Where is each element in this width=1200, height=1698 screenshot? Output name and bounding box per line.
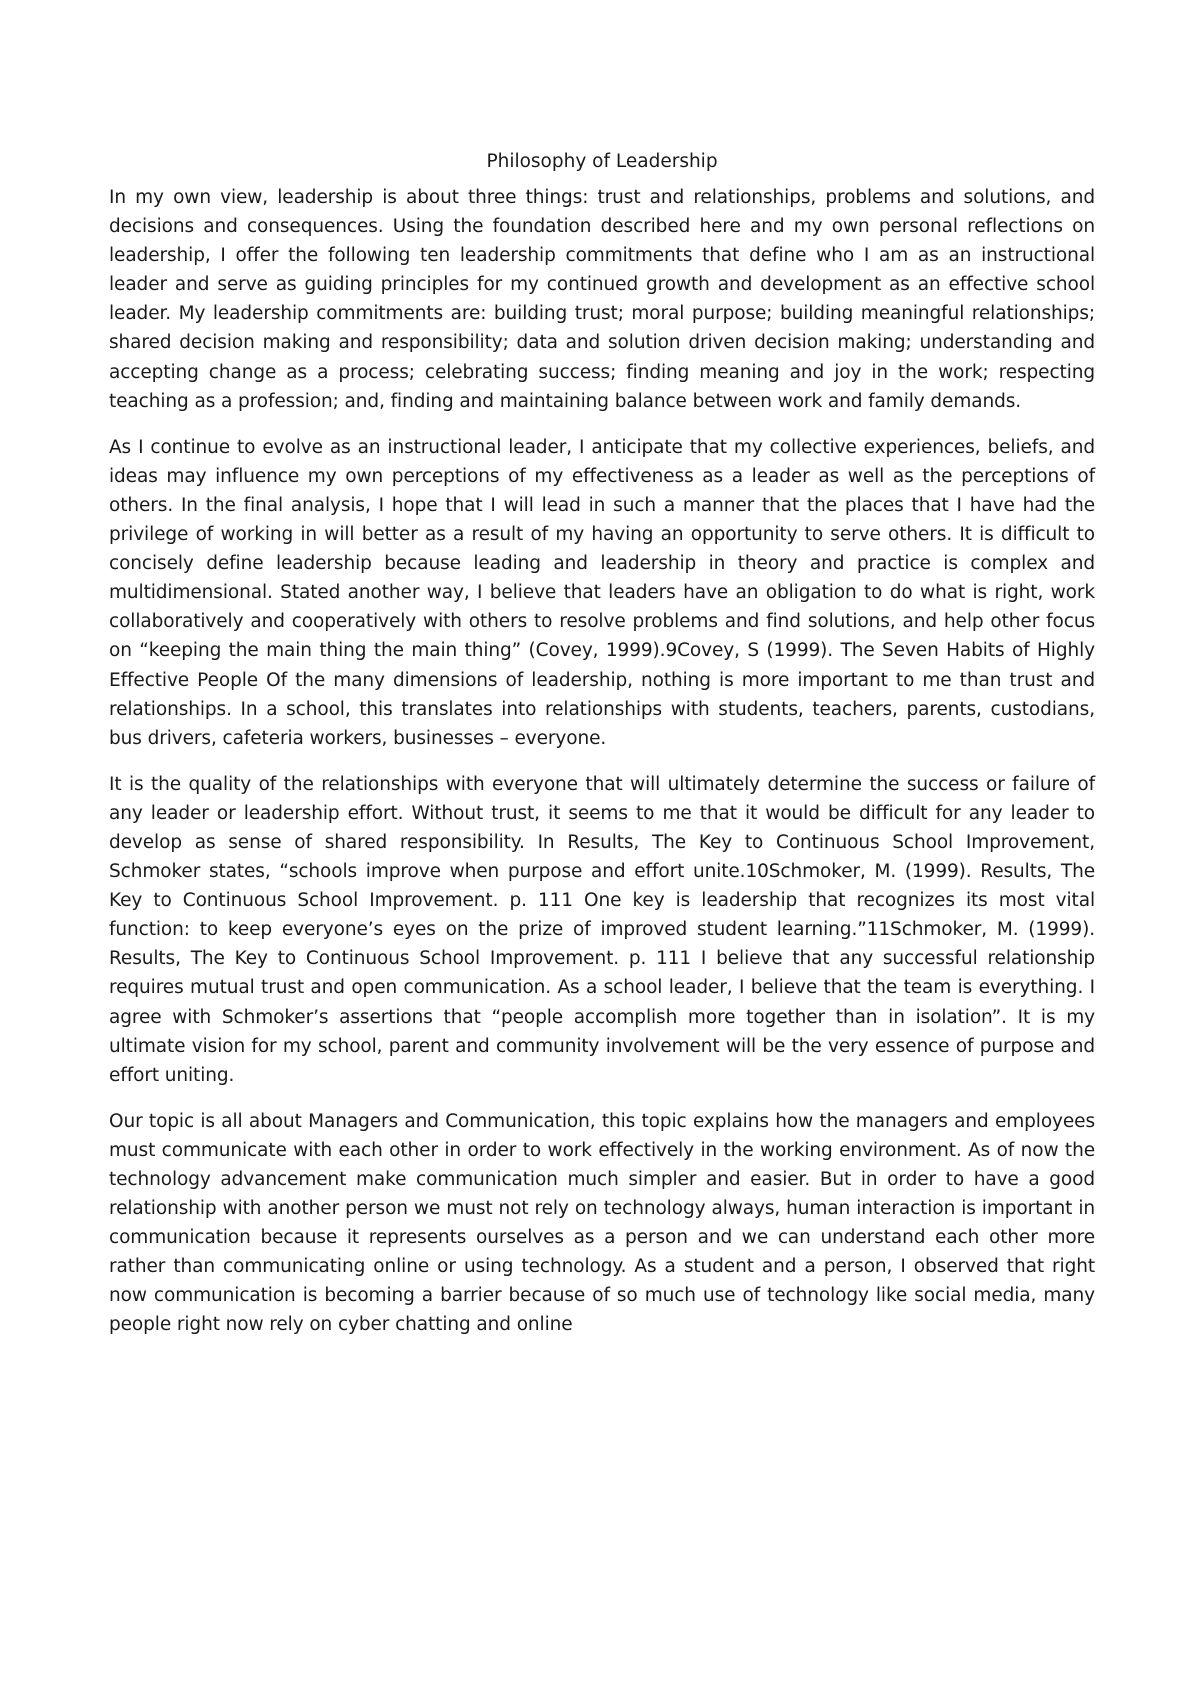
document-body <box>109 147 1095 1357</box>
paragraph-4: Our topic is all about Managers and Communication, this topic explains how the managers and employees must communicate with each other in order to work effectively in the working environment. As of now the technology advancement make communication much simpler and easier. But in order to have a good relationship with another person we must not rely on technology always, human interaction is important in communication because it represents ourselves as a person and we can understand each other more rather than communicating online or using technology. As a student and a person, I observed that right now communication is becoming a barrier because of so much use of technology like social media, many people right now rely on cyber chatting and online <box>109 1110 1095 1336</box>
paragraph-3: It is the quality of the relationships with everyone that will ultimately determine the success or failure of any leader or leadership effort. Without trust, it seems to me that it would be difficult for any leader to develop as sense of shared responsibility. In Results, The Key to Continuous School Improvement, Schmoker states, “schools improve when purpose and effort unite.10Schmoker, M. (1999). Results, The Key to Continuous School Improvement. p. 111 One key is leadership that recognizes its most vital function: to keep everyone’s eyes on the prize of improved student learning.”11Schmoker, M. (1999). Results, The Key to Continuous School Improvement. p. 111 I believe that any successful relationship requires mutual trust and open communication. As a school leader, I believe that the team is everything. I agree with Schmoker’s assertions that “people accomplish more together than in isolation”. It is my ultimate vision for my school, parent and community involvement will be the very essence of purpose and effort uniting. <box>109 773 1095 1086</box>
document-title: Philosophy of Leadership <box>486 151 718 172</box>
paragraph-2: As I continue to evolve as an instructional leader, I anticipate that my collective experiences, beliefs, and ideas may influence my own perceptions of my effectiveness as a leader as well as the perceptions of others. In the final analysis, I hope that I will lead in such a manner that the places that I have had the privilege of working in will better as a result of my having an opportunity to serve others. It is difficult to concisely define leadership because leading and leadership in theory and practice is complex and multidimensional. Stated another way, I believe that leaders have an obligation to do what is right, work collaboratively and cooperatively with others to resolve problems and find solutions, and help other focus on “keeping the main thing the main thing” (Covey, 1999).9Covey, S (1999). The Seven Habits of Highly Effective People Of the many dimensions of leadership, nothing is more important to me than trust and relationships. In a school, this translates into relationships with students, teachers, parents, custodians, bus drivers, cafeteria workers, businesses – everyone. <box>109 436 1095 749</box>
paragraph-1: In my own view, leadership is about three things: trust and relationships, problems and solutions, and decisions and consequences. Using the foundation described here and my own personal reflections on leadership, I offer the following ten leadership commitments that define who I am as an instructional leader and serve as guiding principles for my continued growth and development as an effective school leader. My leadership commitments are: building trust; moral purpose; building meaningful relationships; shared decision making and responsibility; data and solution driven decision making; understanding and accepting change as a process; celebrating success; finding meaning and joy in the work; respecting teaching as a profession; and, finding and maintaining balance between work and family demands. <box>109 187 1095 412</box>
